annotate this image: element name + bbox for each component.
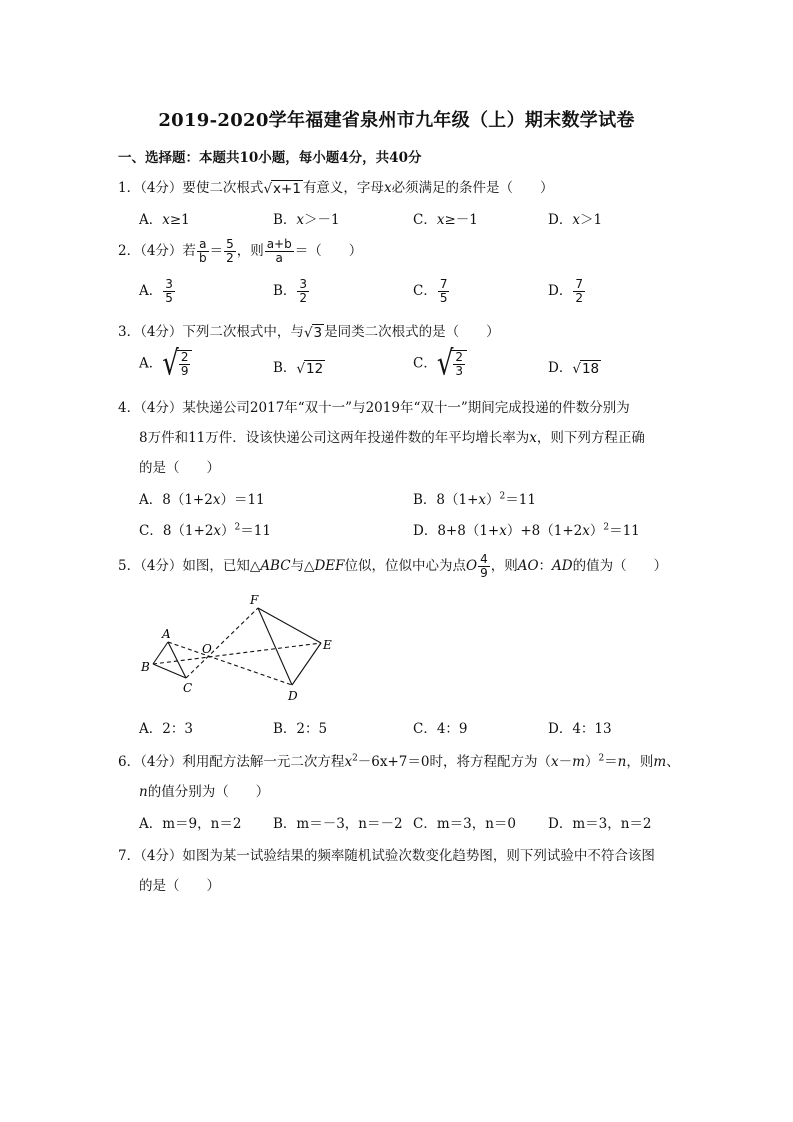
q6-text4: 的值分别为（ ） [147, 784, 270, 800]
q1-var: x [383, 180, 392, 196]
option-label: D． [548, 816, 573, 832]
q6-option-d[interactable] [548, 812, 652, 832]
q6-n2: n [139, 784, 148, 800]
q6-m2: m [653, 754, 667, 770]
option-frac [438, 278, 450, 305]
option-label: C． [413, 355, 437, 372]
option-label: A． [139, 355, 163, 372]
line-be [153, 643, 321, 664]
q2-text: 2．（4分）若 [118, 243, 196, 259]
q6-text3: ，则 [626, 754, 654, 770]
label-e: E [323, 638, 332, 652]
q1-text: 1．（4分）要使二次根式 [118, 180, 264, 196]
q5-o: O [466, 558, 478, 574]
q1-text2: 有意义，字母 [302, 180, 384, 196]
label-c: C [183, 681, 193, 695]
option-sup: 2 [603, 522, 610, 533]
option-frac [453, 351, 465, 378]
q4-text: 8万件和11万件．设该快递公司这两年投递件数的年平均增长率为 [139, 430, 530, 446]
question-4-line-1: 4．（4分）某快递公司2017年“双十一”与2019年“双十一”期间完成投递的件数分别为 [118, 400, 630, 416]
option-text: ＞1 [579, 212, 603, 228]
option-var: x [572, 212, 580, 228]
option-frac [297, 278, 309, 305]
option-text: ＝11 [240, 523, 271, 539]
frac-den: 5 [165, 291, 173, 305]
q6-n: n [617, 754, 627, 770]
option-label: A． [139, 816, 163, 832]
option-var: x [582, 523, 590, 539]
option-text: 2：3 [162, 721, 193, 737]
option-label: B． [273, 721, 297, 737]
question-1 [118, 176, 554, 197]
option-var: x [296, 212, 305, 228]
option-label: C． [413, 721, 437, 737]
option-text: ）+8（1+2 [506, 523, 583, 539]
option-label: B． [273, 283, 297, 299]
option-label: A． [139, 283, 163, 299]
line-cf [186, 608, 258, 678]
q6-m: m [572, 754, 585, 770]
option-var: x [499, 523, 507, 539]
option-label: B． [273, 360, 297, 376]
q2-frac-ab [197, 238, 209, 265]
option-text: m＝－3，n＝－2 [296, 816, 403, 832]
option-text: ＝11 [609, 523, 640, 539]
q6-sup2: 2 [598, 753, 605, 764]
q5-frac [478, 553, 490, 580]
option-var: x [212, 492, 221, 508]
q1-text3: 必须满足的条件是（ ） [391, 180, 554, 196]
option-sup: 2 [499, 491, 506, 502]
frac-num: 5 [226, 237, 234, 251]
q1-radicand: x+1 [273, 181, 301, 197]
q5-option-b[interactable] [273, 717, 327, 737]
q6-option-b[interactable] [273, 812, 403, 832]
edge-bc [153, 664, 186, 678]
exam-title: 2019-2020学年福建省泉州市九年级（上）期末数学试卷 [158, 110, 635, 131]
q5-ad: AD [552, 558, 573, 574]
option-text: ≥1 [169, 212, 190, 228]
question-4-line-2 [139, 426, 645, 446]
q3-option-c[interactable] [413, 344, 467, 384]
q5-colon: ： [538, 558, 553, 574]
option-label: A． [139, 721, 163, 737]
q4-var: x [529, 430, 537, 446]
q6-option-c[interactable] [413, 812, 516, 832]
question-6-line-2 [139, 780, 269, 800]
label-o: O [202, 642, 212, 656]
option-text: D．8+8（1+ [413, 523, 500, 539]
frac-num: 7 [575, 277, 583, 291]
q2-option-a[interactable] [139, 278, 176, 305]
q5-text5: 的值为（ ） [572, 558, 668, 574]
question-7-line-2: 的是（ ） [139, 878, 220, 894]
q1-option-a[interactable] [139, 208, 190, 228]
q5-text2: 与△ [290, 558, 315, 574]
q6-sep: 、 [666, 754, 680, 770]
frac-num: 3 [165, 277, 173, 291]
q6-text2: －6x+7＝0时，将方程配方为（ [357, 754, 551, 770]
q5-option-d[interactable] [548, 717, 612, 737]
q6-sup: 2 [352, 753, 358, 764]
option-sqrt: √ $\frac{2}{9}$ [162, 350, 192, 378]
q4-option-a[interactable] [139, 488, 265, 508]
q5-option-a[interactable] [139, 717, 193, 737]
q2-eq: ＝ [209, 243, 224, 259]
q2-frac-52 [224, 238, 236, 265]
q3-sqrt: √3 [303, 325, 323, 341]
q6-var2: x [551, 754, 559, 770]
option-text: m＝9，n＝2 [162, 816, 242, 832]
frac-num: 7 [439, 277, 448, 291]
frac-den: 5 [439, 291, 448, 305]
q2-text2: ，则 [236, 243, 264, 259]
frac-num: 2 [180, 350, 189, 364]
option-radicand: 18 [581, 361, 600, 377]
q4-option-c[interactable] [139, 519, 271, 539]
option-frac [573, 278, 585, 305]
edge-ab [153, 642, 168, 664]
option-sqrt: √18 [572, 361, 600, 377]
frac-num: 2 [455, 350, 464, 364]
option-frac [179, 351, 191, 378]
q5-def: DEF [314, 558, 345, 574]
frac-den: 2 [575, 291, 583, 305]
option-var: x [478, 492, 487, 508]
frac-den: 3 [455, 364, 464, 378]
option-text: B．8（1+ [413, 492, 479, 508]
option-var: x [213, 523, 222, 539]
question-5 [118, 553, 667, 580]
q1-option-d[interactable] [548, 208, 602, 228]
option-text: ＞－1 [304, 212, 340, 228]
q5-text4: ，则 [490, 558, 518, 574]
q6-option-a[interactable] [139, 812, 241, 832]
q6-close: ） [584, 754, 599, 770]
q4-option-b[interactable] [413, 488, 536, 508]
question-7-line-1: 7．（4分）如图为某一试验结果的频率随机试验次数变化趋势图，则下列试验中不符合该图 [118, 848, 655, 864]
q5-ao: AO [517, 558, 539, 574]
frac-den: 2 [299, 291, 308, 305]
option-text: m＝3，n＝0 [436, 816, 517, 832]
frac-num: 3 [299, 277, 308, 291]
option-text: A．8（1+2 [139, 492, 213, 508]
edge-ed [292, 643, 321, 685]
q5-text3: 位似，位似中心为点 [344, 558, 466, 574]
label-b: B [141, 660, 150, 674]
option-text: 4：9 [436, 721, 468, 737]
option-frac [163, 278, 175, 305]
q2-option-c[interactable] [413, 278, 450, 305]
q3-option-a[interactable] [139, 344, 192, 384]
q4-option-d[interactable] [413, 519, 640, 539]
label-f: F [250, 593, 259, 607]
q1-option-c[interactable] [413, 208, 478, 228]
option-text: ＝11 [505, 492, 536, 508]
option-label: C． [413, 283, 437, 299]
option-text: m＝3，n＝2 [572, 816, 652, 832]
option-text: 4：13 [572, 721, 612, 737]
q5-text: 5．（4分）如图，已知△ [118, 558, 261, 574]
option-text: ≥－1 [444, 212, 478, 228]
q5-abc: ABC [260, 558, 291, 574]
frac-num: a+b [266, 237, 292, 251]
option-label: D． [548, 721, 573, 737]
option-label: C． [413, 212, 437, 228]
q4-text2: ，则下列方程正确 [536, 430, 645, 446]
option-var: x [162, 212, 170, 228]
edge-fe [258, 608, 321, 643]
option-label: C． [413, 816, 437, 832]
label-a: A [162, 627, 171, 641]
option-label: A． [139, 212, 163, 228]
question-3 [118, 320, 500, 341]
q2-text3: ＝（ ） [294, 243, 363, 259]
option-text: ）＝11 [220, 492, 265, 508]
q5-option-c[interactable] [413, 717, 468, 737]
question-2 [118, 238, 362, 265]
frac-num: 4 [480, 552, 488, 566]
option-label: B． [273, 212, 297, 228]
label-d: D [288, 689, 298, 703]
q6-minus: － [558, 754, 573, 770]
q3-text2: 是同类二次根式的是（ ） [324, 324, 500, 340]
option-text: ） [486, 492, 500, 508]
option-sqrt: √12 [296, 361, 324, 377]
option-text: C．8（1+2 [139, 523, 214, 539]
frac-den: 9 [180, 364, 189, 378]
q1-option-b[interactable] [273, 208, 340, 228]
option-text: ） [589, 523, 604, 539]
edge-fd [258, 608, 292, 685]
frac-num: a [197, 238, 209, 252]
frac-den: 9 [480, 566, 488, 580]
q1-sqrt: √x+1 [263, 181, 301, 197]
question-6-line-1 [118, 750, 680, 770]
option-radicand: 12 [306, 361, 324, 377]
option-text: ） [221, 523, 235, 539]
q3-option-d[interactable] [548, 356, 601, 377]
option-label: D． [548, 212, 573, 228]
q3-radicand: 3 [313, 325, 323, 341]
option-label: D． [548, 283, 573, 299]
option-sup: 2 [234, 522, 241, 533]
q6-text: 6．（4分）利用配方法解一元二次方程 [118, 754, 345, 770]
option-sqrt: √ $\frac{2}{3}$ [437, 350, 467, 378]
frac-den: b [198, 251, 207, 265]
homothety-figure [135, 588, 350, 706]
frac-den: 2 [226, 251, 234, 265]
frac-den: a [275, 251, 283, 265]
q2-option-b[interactable] [273, 278, 310, 305]
section-heading-choice: 一、选择题：本题共10小题，每小题4分，共40分 [118, 150, 422, 166]
option-label: D． [548, 360, 573, 376]
q3-text: 3．（4分）下列二次根式中，与 [118, 324, 304, 340]
q6-var: x [344, 754, 353, 770]
option-text: 2：5 [296, 721, 328, 737]
q6-eq: ＝ [604, 754, 618, 770]
option-var: x [436, 212, 445, 228]
q2-option-d[interactable] [548, 278, 586, 305]
option-label: B． [273, 816, 297, 832]
q3-option-b[interactable] [273, 356, 325, 377]
question-4-line-3: 的是（ ） [139, 460, 220, 476]
q2-frac-a-plus-b [265, 238, 294, 265]
